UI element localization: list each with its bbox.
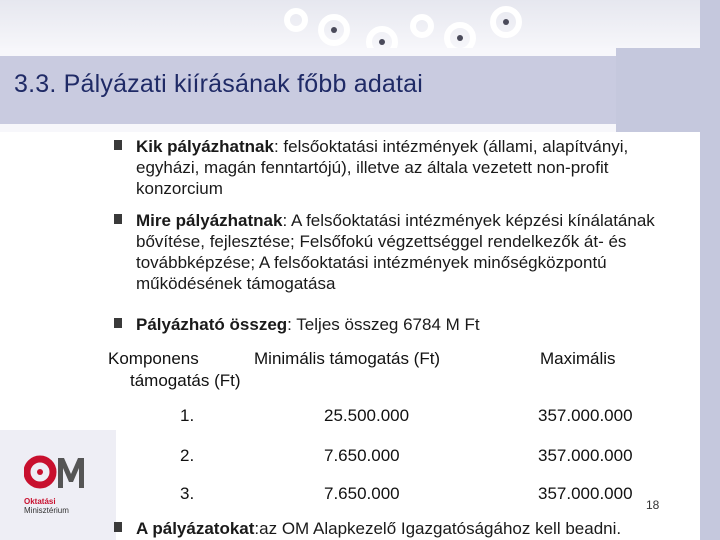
bullet-text: : Teljes összeg 6784 M Ft <box>287 315 480 334</box>
cell-komponens: 1. <box>180 406 195 425</box>
decorative-circles <box>270 2 530 50</box>
deco-circle <box>413 17 431 35</box>
bullet-label: Kik pályázhatnak <box>136 137 274 156</box>
bullet-eligibility <box>114 136 694 199</box>
om-logo <box>24 454 104 524</box>
slide-title: 3.3. Pályázati kiírásának főbb adatai <box>14 70 424 98</box>
cell-komponens: 3. <box>180 484 195 503</box>
bullet-label: Pályázható összeg <box>136 315 288 334</box>
page-number: 18 <box>646 498 660 512</box>
bullet-text: : A felsőoktatási intézmények képzési kínálatának bővítése, fejlesztése; Felsőfokú végzettséggel rendelkezők át- és továbbképzése; A felsőoktatási intézmények minőségközpontú működésének támogatása <box>136 211 655 293</box>
cell-max: 357.000.000 <box>538 484 633 503</box>
deco-circle <box>287 11 305 29</box>
right-strip <box>700 0 720 540</box>
bullet-text: :az OM Alapkezelő Igazgatóságához kell beadni. <box>254 519 622 538</box>
bullet-text: : felsőoktatási intézmények (állami, alapítványi, egyházi, magán fenntartójú), illetve az általa vezetett non-profit konzorcium <box>136 137 629 198</box>
bullet-label: A pályázatokat <box>136 519 255 538</box>
bullet-icon <box>114 140 122 150</box>
bullet-icon <box>114 214 122 224</box>
cell-max: 357.000.000 <box>538 406 633 425</box>
cell-min: 7.650.000 <box>324 446 400 465</box>
om-logo-mark <box>24 454 90 490</box>
bullet-submission <box>114 518 714 539</box>
bullet-scope <box>114 210 694 294</box>
logo-line1: Oktatási <box>24 497 56 506</box>
cell-komponens: 2. <box>180 446 195 465</box>
header-max: Maximális <box>540 349 616 368</box>
header-komponens: Komponens <box>108 349 199 368</box>
header-max-cont: támogatás (Ft) <box>130 371 241 390</box>
bullet-icon <box>114 318 122 328</box>
cell-min: 25.500.000 <box>324 406 410 425</box>
bullet-amount <box>114 314 694 335</box>
header-min: Minimális támogatás (Ft) <box>254 349 441 368</box>
cell-max: 357.000.000 <box>538 446 633 465</box>
cell-min: 7.650.000 <box>324 484 400 503</box>
bullet-icon <box>114 522 122 532</box>
bullet-label: Mire pályázhatnak <box>136 211 283 230</box>
logo-line2: Minisztérium <box>24 506 69 515</box>
